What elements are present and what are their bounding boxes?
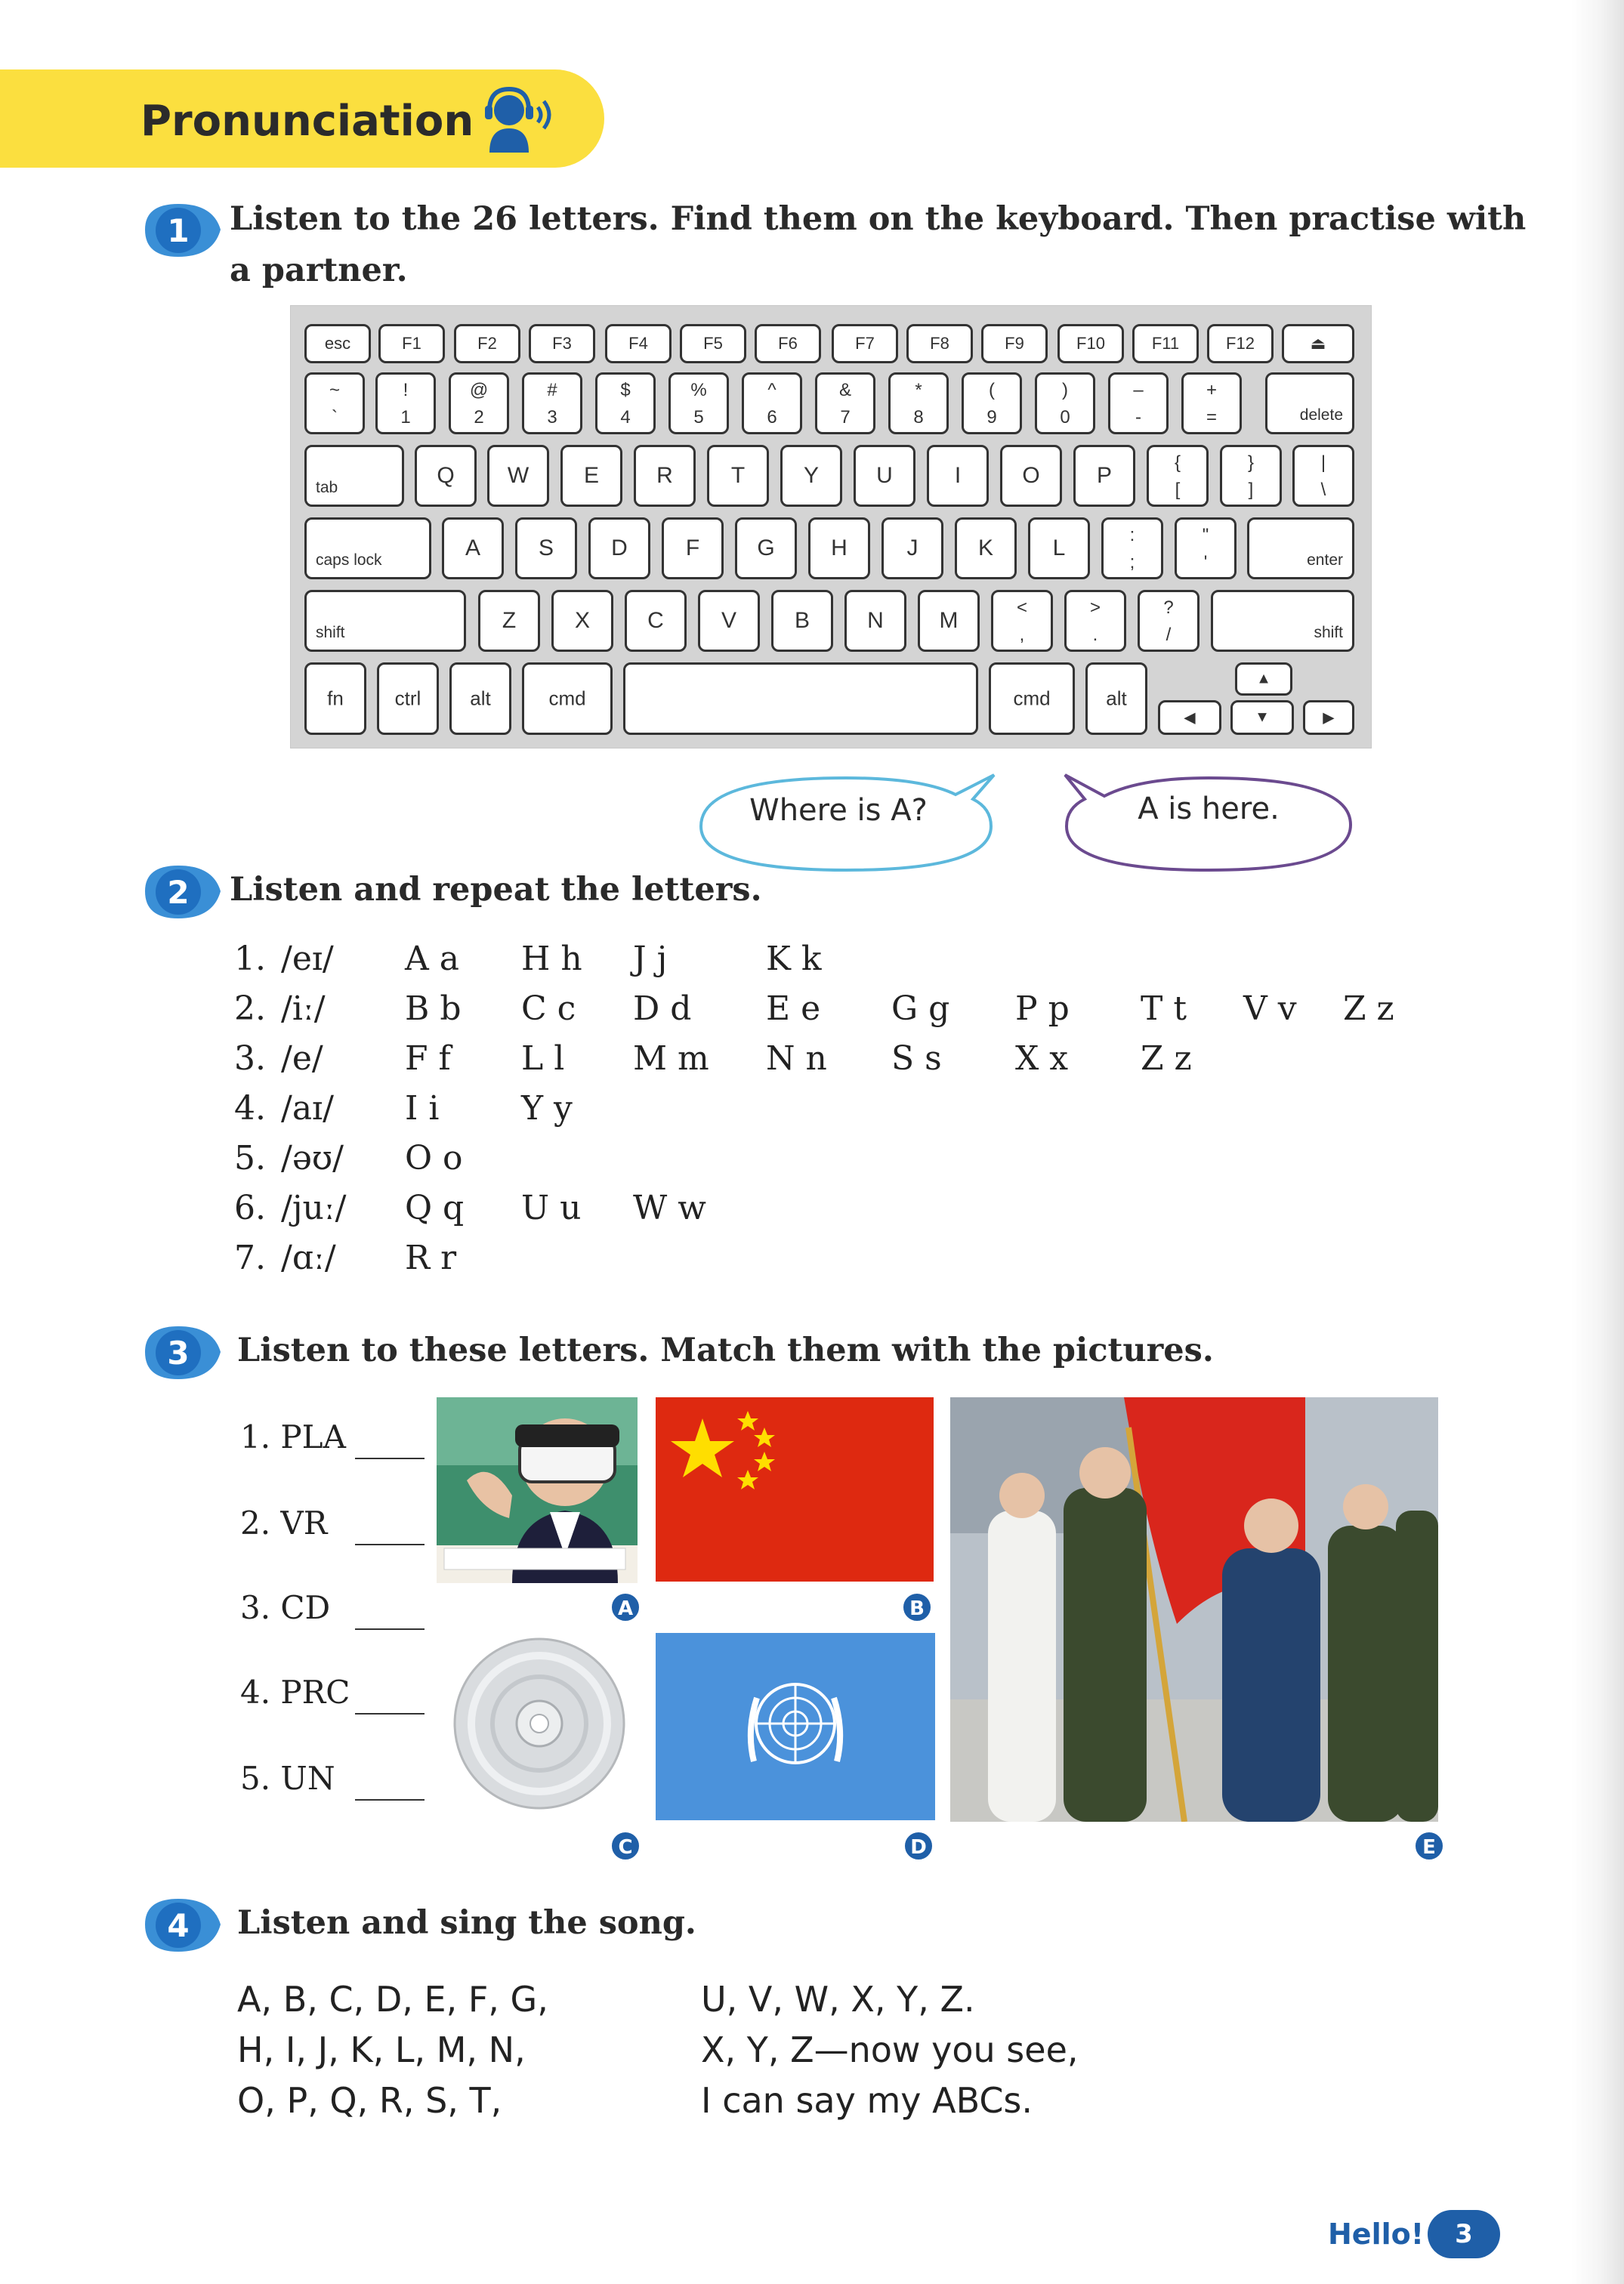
letter-pair: X x	[1015, 1039, 1069, 1078]
key-period: > .	[1064, 590, 1126, 652]
sound-symbol: /iː/	[281, 989, 326, 1028]
key-k: K	[955, 517, 1017, 579]
answer-blank[interactable]	[355, 1544, 425, 1545]
key-eject	[1282, 324, 1354, 363]
row-number: 7.	[234, 1239, 266, 1277]
song-line: I can say my ABCs.	[701, 2080, 1033, 2121]
key-q: Q	[415, 445, 477, 507]
key-f5: F5	[680, 324, 746, 363]
key-alt-left: alt	[449, 662, 511, 735]
key-d: D	[588, 517, 650, 579]
key-s: S	[515, 517, 577, 579]
picture-label: A	[610, 1592, 641, 1622]
key-alt-right: alt	[1085, 662, 1147, 735]
keyboard-illustration	[290, 305, 1372, 748]
song-line: U, V, W, X, Y, Z.	[701, 1979, 975, 2020]
arrow-right-icon: ▶	[1323, 709, 1335, 727]
key-f4: F4	[605, 324, 672, 363]
key-v: V	[698, 590, 760, 652]
letter-pair: C c	[521, 989, 576, 1028]
key-space	[623, 662, 978, 735]
key-comma: < ,	[991, 590, 1053, 652]
key-u: U	[854, 445, 915, 507]
key-n: N	[844, 590, 906, 652]
letter-pair: D d	[633, 989, 692, 1028]
key-esc: esc	[304, 324, 371, 363]
key-c: C	[625, 590, 687, 652]
key-f8: F8	[906, 324, 973, 363]
letter-pair: H h	[521, 940, 582, 978]
activity-2-title: Listen and repeat the letters.	[230, 871, 762, 909]
letter-pair: Z z	[1141, 1039, 1192, 1078]
letter-pair: I i	[405, 1089, 440, 1128]
letter-pair: T t	[1141, 989, 1187, 1028]
key-f11: F11	[1132, 324, 1199, 363]
activity-4-number-badge	[140, 1894, 225, 1956]
activity-1-number-badge	[140, 199, 225, 261]
letter-pair: L l	[521, 1039, 565, 1078]
answer-blank[interactable]	[355, 1799, 425, 1801]
key-left-bracket: { [	[1147, 445, 1209, 507]
key-p: P	[1073, 445, 1135, 507]
key-delete: delete	[1265, 372, 1354, 434]
key-1: ! 1	[375, 372, 436, 434]
key-quote: " '	[1175, 517, 1237, 579]
sound-symbol: /eɪ/	[281, 940, 334, 978]
key-t: T	[707, 445, 769, 507]
page-number: 3	[1428, 2210, 1500, 2258]
svg-text:4: 4	[167, 1907, 190, 1944]
letter-pair: W w	[633, 1189, 706, 1227]
key-arrow-up	[1235, 662, 1292, 696]
row-number: 3.	[234, 1039, 266, 1078]
letter-pair: Z z	[1343, 989, 1394, 1028]
letter-pair: S s	[891, 1039, 942, 1078]
letter-pair: U u	[521, 1189, 582, 1227]
letter-pair: E e	[766, 989, 821, 1028]
svg-text:3: 3	[167, 1335, 190, 1372]
key-0: ) 0	[1035, 372, 1095, 434]
listening-headset-icon	[480, 85, 559, 157]
answer-blank[interactable]	[355, 1628, 425, 1630]
match-item: 5. UN	[240, 1760, 335, 1797]
sound-symbol: /əʊ/	[281, 1139, 344, 1177]
match-item: 1. PLA	[240, 1418, 346, 1455]
key-y: Y	[780, 445, 842, 507]
key-h: H	[808, 517, 870, 579]
letter-pair: P p	[1015, 989, 1070, 1028]
song-line: A, B, C, D, E, F, G,	[237, 1979, 548, 2020]
key-arrow-down	[1230, 700, 1294, 735]
sound-symbol: /ɑː/	[281, 1239, 336, 1277]
picture-label: E	[1414, 1831, 1444, 1861]
key-8: * 8	[888, 372, 949, 434]
picture-vr-student	[437, 1397, 638, 1583]
key-semicolon: : ;	[1101, 517, 1163, 579]
picture-label: B	[902, 1592, 932, 1622]
letter-pair: B b	[405, 989, 462, 1028]
letter-pair: O o	[405, 1139, 463, 1177]
sound-symbol: /aɪ/	[281, 1089, 334, 1128]
key-tilde: ~ `	[304, 372, 365, 434]
song-line: X, Y, Z—now you see,	[701, 2029, 1079, 2070]
key-j: J	[881, 517, 943, 579]
match-item: 2. VR	[240, 1505, 328, 1542]
arrow-down-icon: ▼	[1255, 708, 1270, 726]
row-number: 1.	[234, 940, 266, 978]
picture-label: D	[903, 1831, 934, 1861]
row-number: 6.	[234, 1189, 266, 1227]
picture-un-flag	[656, 1633, 935, 1820]
key-7: & 7	[815, 372, 875, 434]
match-item: 4. PRC	[240, 1674, 350, 1711]
arrow-left-icon: ◀	[1184, 709, 1196, 727]
page-edge-shadow	[1571, 0, 1624, 2284]
key-right-bracket: } ]	[1220, 445, 1282, 507]
key-4: $ 4	[595, 372, 656, 434]
key-f7: F7	[832, 324, 898, 363]
eject-icon: ⏏	[1310, 334, 1326, 353]
letter-pair: Y y	[521, 1089, 573, 1128]
key-g: G	[735, 517, 797, 579]
key-cmd-right: cmd	[989, 662, 1075, 735]
speech-bubble-question-text: Where is A?	[749, 793, 928, 828]
row-number: 4.	[234, 1089, 266, 1128]
row-number: 5.	[234, 1139, 266, 1177]
letter-pair: J j	[633, 940, 668, 978]
key-shift-left: shift	[304, 590, 466, 652]
key-arrow-right	[1303, 700, 1354, 735]
key-arrow-left	[1158, 700, 1221, 735]
letter-pair: V v	[1243, 989, 1297, 1028]
key-9: ( 9	[962, 372, 1022, 434]
key-f: F	[662, 517, 724, 579]
key-enter: enter	[1247, 517, 1354, 579]
row-number: 2.	[234, 989, 266, 1028]
letter-pair: F f	[405, 1039, 451, 1078]
sound-symbol: /juː/	[281, 1189, 347, 1227]
key-f9: F9	[981, 324, 1048, 363]
key-shift-right: shift	[1211, 590, 1354, 652]
activity-1-title-line2: a partner.	[230, 252, 408, 289]
letter-pair: M m	[633, 1039, 709, 1078]
key-equals: + =	[1181, 372, 1242, 434]
key-backslash: | \	[1292, 445, 1354, 507]
key-cmd-left: cmd	[522, 662, 613, 735]
letter-pair: N n	[766, 1039, 827, 1078]
key-f10: F10	[1057, 324, 1124, 363]
key-r: R	[634, 445, 696, 507]
svg-text:1: 1	[167, 212, 190, 249]
answer-blank[interactable]	[355, 1458, 425, 1459]
key-e: E	[560, 445, 622, 507]
key-b: B	[771, 590, 833, 652]
unit-title-footer: Hello!	[1328, 2218, 1425, 2251]
svg-text:2: 2	[167, 874, 190, 911]
key-l: L	[1028, 517, 1090, 579]
key-f1: F1	[378, 324, 445, 363]
picture-china-flag	[656, 1397, 934, 1582]
letter-pair: G g	[891, 989, 950, 1028]
picture-label: C	[610, 1831, 641, 1861]
key-caps-lock: caps lock	[304, 517, 431, 579]
key-w: W	[487, 445, 549, 507]
song-line: O, P, Q, R, S, T,	[237, 2080, 502, 2121]
activity-3-title: Listen to these letters. Match them with the pictures.	[237, 1332, 1214, 1369]
activity-1-title-line1: Listen to the 26 letters. Find them on the keyboard. Then practise with	[230, 200, 1527, 238]
key-m: M	[918, 590, 980, 652]
picture-honour-guard	[950, 1397, 1438, 1822]
letter-pair: K k	[766, 940, 822, 978]
key-ctrl: ctrl	[377, 662, 439, 735]
speech-bubble-answer-text: A is here.	[1138, 792, 1280, 826]
key-6: ^ 6	[742, 372, 802, 434]
key-o: O	[1000, 445, 1062, 507]
activity-3-number-badge	[140, 1322, 225, 1384]
key-3: # 3	[522, 372, 582, 434]
song-line: H, I, J, K, L, M, N,	[237, 2029, 526, 2070]
match-item: 3. CD	[240, 1589, 331, 1626]
key-a: A	[442, 517, 504, 579]
key-5: % 5	[668, 372, 729, 434]
letter-pair: R r	[405, 1239, 457, 1277]
key-z: Z	[478, 590, 540, 652]
key-fn: fn	[304, 662, 366, 735]
key-2: @ 2	[449, 372, 509, 434]
key-f6: F6	[755, 324, 821, 363]
arrow-up-icon: ▲	[1256, 670, 1271, 687]
letter-pair: A a	[405, 940, 459, 978]
key-f2: F2	[454, 324, 520, 363]
activity-4-title: Listen and sing the song.	[237, 1904, 696, 1942]
answer-blank[interactable]	[355, 1713, 425, 1715]
key-minus: – -	[1108, 372, 1169, 434]
key-f12: F12	[1207, 324, 1274, 363]
section-title: Pronunciation	[140, 97, 474, 146]
key-i: I	[927, 445, 989, 507]
activity-2-number-badge	[140, 861, 225, 923]
key-slash: ? /	[1138, 590, 1199, 652]
key-tab: tab	[304, 445, 404, 507]
key-f3: F3	[529, 324, 595, 363]
picture-compact-disc	[440, 1633, 638, 1814]
key-x: X	[551, 590, 613, 652]
letter-pair: Q q	[405, 1189, 465, 1227]
sound-symbol: /e/	[281, 1039, 323, 1078]
